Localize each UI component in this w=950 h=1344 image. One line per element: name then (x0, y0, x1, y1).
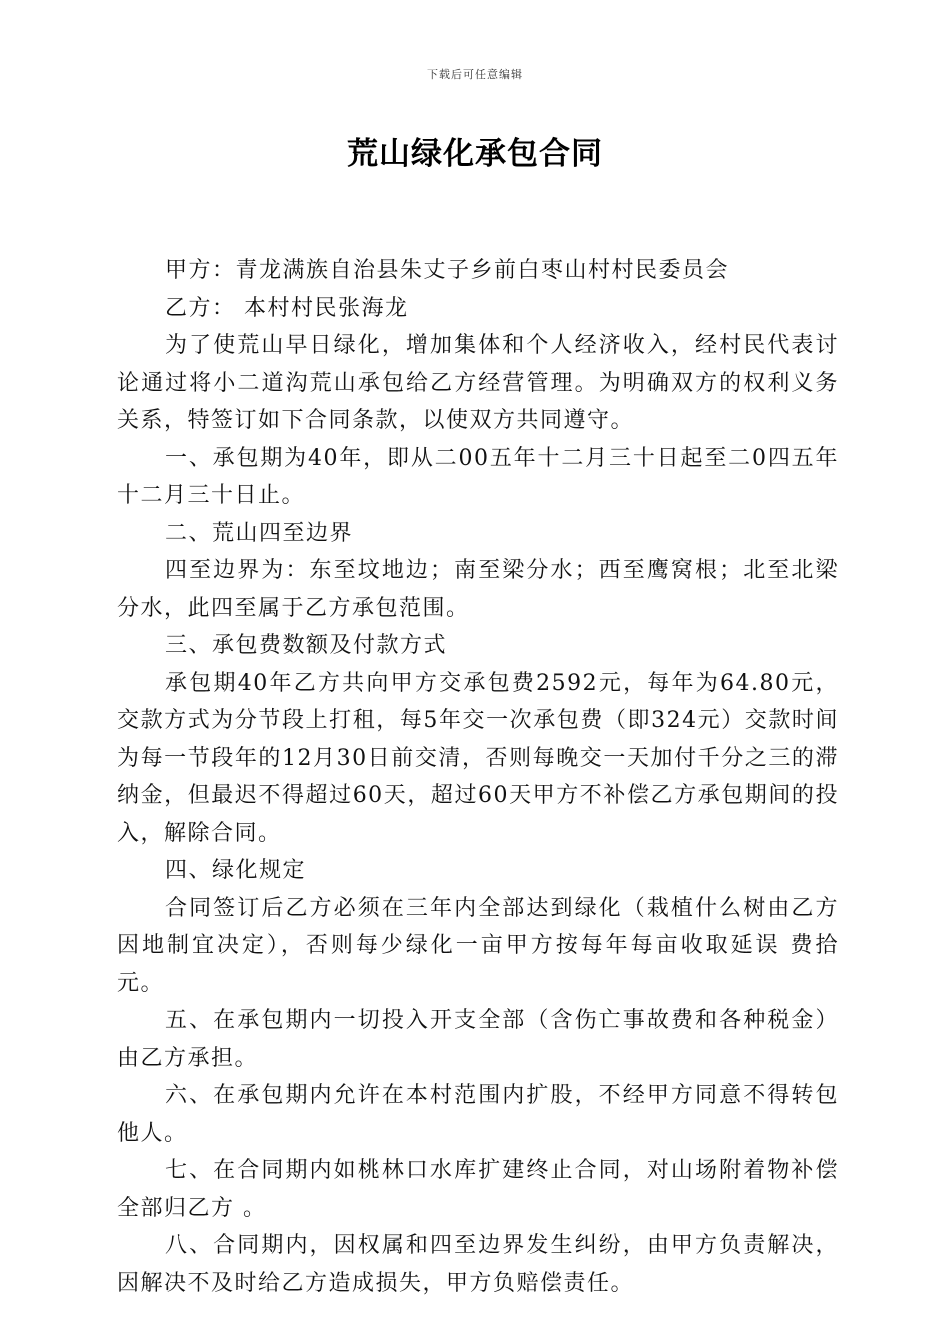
clause-4-greening: 合同签订后乙方必须在三年内全部达到绿化（栽植什么树由乙方因地制宜决定），否则每少绿化一亩甲方按每年每亩收取延误 费拾元。 (117, 895, 839, 996)
clause-3-payment: 承包期40年乙方共向甲方交承包费2592元，每年为64.80元，交款方式为分节段上打租，每5年交一次承包费（即324元）交款时间为每一节段年的12月30日前交清，否则每晚交一天加付千分之三的滞纳金，但最迟不得超过60天，超过60天甲方不补偿乙方承包期间的投入，解除合同。 (117, 670, 839, 846)
clause-3-heading: 三、承包费数额及付款方式 (165, 633, 448, 658)
clause-2-boundaries: 四至边界为：东至坟地边；南至梁分水；西至鹰窝根；北至北梁分水，此四至属于乙方承包范围。 (117, 558, 839, 621)
clause-4-heading: 四、绿化规定 (165, 858, 307, 883)
document-title: 荒山绿化承包合同 (347, 136, 603, 172)
contract-body (117, 252, 839, 1302)
clause-2-heading: 二、荒山四至边界 (165, 520, 354, 546)
header-note: 下载后可任意编辑 (427, 68, 523, 81)
clause-5-costs: 五、在承包期内一切投入开支全部（含伤亡事故费和各种税金）由乙方承担。 (117, 1008, 839, 1071)
party-a: 甲方：青龙满族自治县朱丈子乡前白枣山村村民委员会 (165, 258, 730, 283)
party-b: 乙方： 本村村民张海龙 (165, 295, 409, 321)
clause-1-term: 一、承包期为40年，即从二00五年十二月三十日起至二0四五年十二月三十日止。 (117, 445, 839, 508)
clause-7-reservoir: 七、在合同期内如桃林口水库扩建终止合同，对山场附着物补偿全部归乙方 。 (117, 1158, 839, 1221)
preamble-paragraph: 为了使荒山早日绿化，增加集体和个人经济收入，经村民代表讨论通过将小二道沟荒山承包给乙方经营管理。为明确双方的权利义务关系，特签订如下合同条款，以使双方共同遵守。 (117, 333, 839, 433)
clause-6-subcontract: 六、在承包期内允许在本村范围内扩股，不经甲方同意不得转包他人。 (117, 1083, 839, 1146)
clause-8-disputes: 八、合同期内，因权属和四至边界发生纠纷，由甲方负责解决，因解决不及时给乙方造成损失，甲方负赔偿责任。 (117, 1233, 839, 1296)
